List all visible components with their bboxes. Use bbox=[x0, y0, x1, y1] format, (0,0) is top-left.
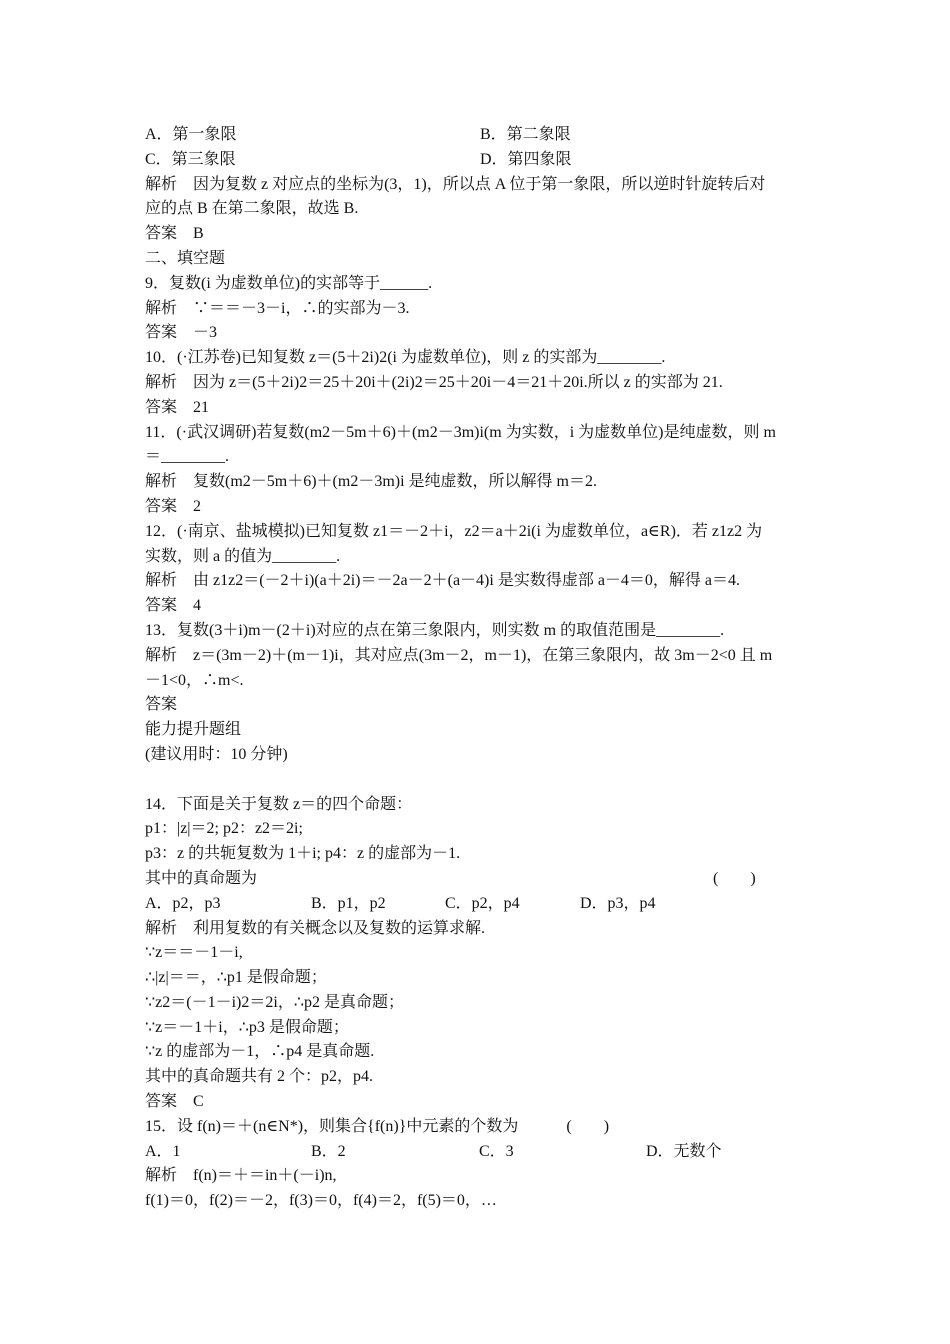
q14-summary: 其中的真命题共有 2 个：p2，p4. bbox=[145, 1068, 374, 1086]
q8-options-row-1 bbox=[145, 123, 815, 148]
q15-option-a: A．1 bbox=[145, 1142, 181, 1160]
q14-step-5: ∵z 的虚部为－1，∴p4 是真命题. bbox=[145, 1043, 375, 1061]
q15-analysis: 解析 f(n)＝＋＝in＋(－i)n, bbox=[145, 1167, 337, 1185]
q12-analysis: 解析 由 z1z2＝(－2＋i)(a＋2i)＝－2a－2＋(a－4)i 是实数得虚部 a－4＝0，解得 a＝4. bbox=[145, 572, 741, 590]
q8-analysis-line-1: 解析 因为复数 z 对应点的坐标为(3，1)，所以点 A 位于第一象限，所以逆时针旋转后对 bbox=[145, 175, 766, 193]
q15-options-row bbox=[145, 1140, 815, 1165]
q11-question-line-2: ＝________. bbox=[145, 448, 230, 466]
q10-question: 10．(·江苏卷)已知复数 z＝(5＋2i)2(i 为虚数单位)，则 z 的实部为________. bbox=[145, 349, 666, 367]
q13-analysis-line-1: 解析 z＝(3m－2)＋(m－1)i，其对应点(3m－2，m－1)，在第三象限内，故 3m－2<0 且 m bbox=[145, 646, 773, 664]
q9-analysis: 解析 ∵＝＝－3－i，∴的实部为－3. bbox=[145, 299, 410, 317]
q14-option-a: A．p2，p3 bbox=[145, 894, 221, 912]
q8-answer: 答案 B bbox=[145, 225, 204, 243]
q10-answer: 答案 21 bbox=[145, 398, 210, 416]
q14-question: 14．下面是关于复数 z＝的四个命题： bbox=[145, 795, 413, 813]
q13-answer: 答案 bbox=[145, 696, 178, 714]
spacer bbox=[145, 768, 815, 793]
q15-option-d: D．无数个 bbox=[646, 1142, 722, 1160]
q15-option-c: C．3 bbox=[479, 1142, 514, 1160]
q12-question-line-2: 实数，则 a 的值为________. bbox=[145, 547, 341, 565]
q14-options-row bbox=[145, 892, 815, 917]
q13-analysis-line-2: －1<0，∴m<. bbox=[145, 671, 244, 689]
q14-option-b: B．p1，p2 bbox=[311, 894, 386, 912]
q8-option-c: C．第三象限 bbox=[145, 150, 236, 168]
q14-answer: 答案 C bbox=[145, 1093, 204, 1111]
q10-analysis: 解析 因为 z＝(5＋2i)2＝25＋20i＋(2i)2＝25＋20i－4＝21＋20i.所以 z 的实部为 21. bbox=[145, 373, 723, 391]
q8-analysis-line-2: 应的点 B 在第二象限，故选 B. bbox=[145, 200, 359, 218]
q14-step-1: ∵z＝＝－1－i, bbox=[145, 944, 243, 962]
q14-step-4: ∵z＝－1＋i，∴p3 是假命题； bbox=[145, 1018, 349, 1036]
q14-propositions-p3-p4: p3：z 的共轭复数为 1＋i; p4：z 的虚部为－1. bbox=[145, 845, 461, 863]
q14-answer-paren: ( ) bbox=[713, 869, 756, 887]
q14-prompt-row bbox=[145, 867, 815, 892]
q11-analysis: 解析 复数(m2－5m＋6)＋(m2－3m)i 是纯虚数，所以解得 m＝2. bbox=[145, 473, 597, 491]
q14-option-c: C．p2，p4 bbox=[445, 894, 520, 912]
q15-option-b: B．2 bbox=[311, 1142, 346, 1160]
q14-prompt: 其中的真命题为 bbox=[145, 869, 258, 887]
q13-question: 13．复数(3＋i)m－(2＋i)对应的点在第三象限内，则实数 m 的取值范围是________. bbox=[145, 621, 725, 639]
q9-answer: 答案 －3 bbox=[145, 324, 218, 342]
q14-analysis: 解析 利用复数的有关概念以及复数的运算求解. bbox=[145, 919, 486, 937]
section-heading-fill-in: 二、填空题 bbox=[145, 249, 226, 267]
q12-question-line-1: 12．(·南京、盐城模拟)已知复数 z1＝－2＋i，z2＝a＋2i(i 为虚数单位，a∈R)．若 z1z2 为 bbox=[145, 522, 763, 540]
section-heading-ability: 能力提升题组 bbox=[145, 721, 242, 739]
document-page bbox=[145, 123, 815, 1214]
q9-question: 9．复数(i 为虚数单位)的实部等于______. bbox=[145, 274, 433, 292]
q14-option-d: D．p3，p4 bbox=[580, 894, 656, 912]
q8-option-a: A．第一象限 bbox=[145, 126, 237, 143]
q15-values: f(1)＝0，f(2)＝－2，f(3)＝0，f(4)＝2，f(5)＝0，… bbox=[145, 1192, 497, 1210]
q8-options-row-2 bbox=[145, 148, 815, 173]
q14-propositions-p1-p2: p1：|z|＝2; p2：z2＝2i; bbox=[145, 820, 303, 838]
q11-question-line-1: 11．(·武汉调研)若复数(m2－5m＋6)＋(m2－3m)i(m 为实数，i 为虚数单位)是纯虚数，则 m bbox=[145, 423, 776, 441]
q14-step-2: ∴|z|＝＝，∴p1 是假命题； bbox=[145, 969, 327, 987]
time-note: (建议用时：10 分钟) bbox=[145, 745, 288, 763]
q12-answer: 答案 4 bbox=[145, 597, 202, 615]
q15-question: 15．设 f(n)＝＋(n∈N*)，则集合{f(n)}中元素的个数为 ( ) bbox=[145, 1117, 610, 1135]
q11-answer: 答案 2 bbox=[145, 497, 202, 515]
q14-step-3: ∵z2＝(－1－i)2＝2i，∴p2 是真命题； bbox=[145, 993, 405, 1011]
q8-option-b: B．第二象限 bbox=[480, 126, 571, 143]
q8-option-d: D．第四象限 bbox=[480, 150, 572, 168]
